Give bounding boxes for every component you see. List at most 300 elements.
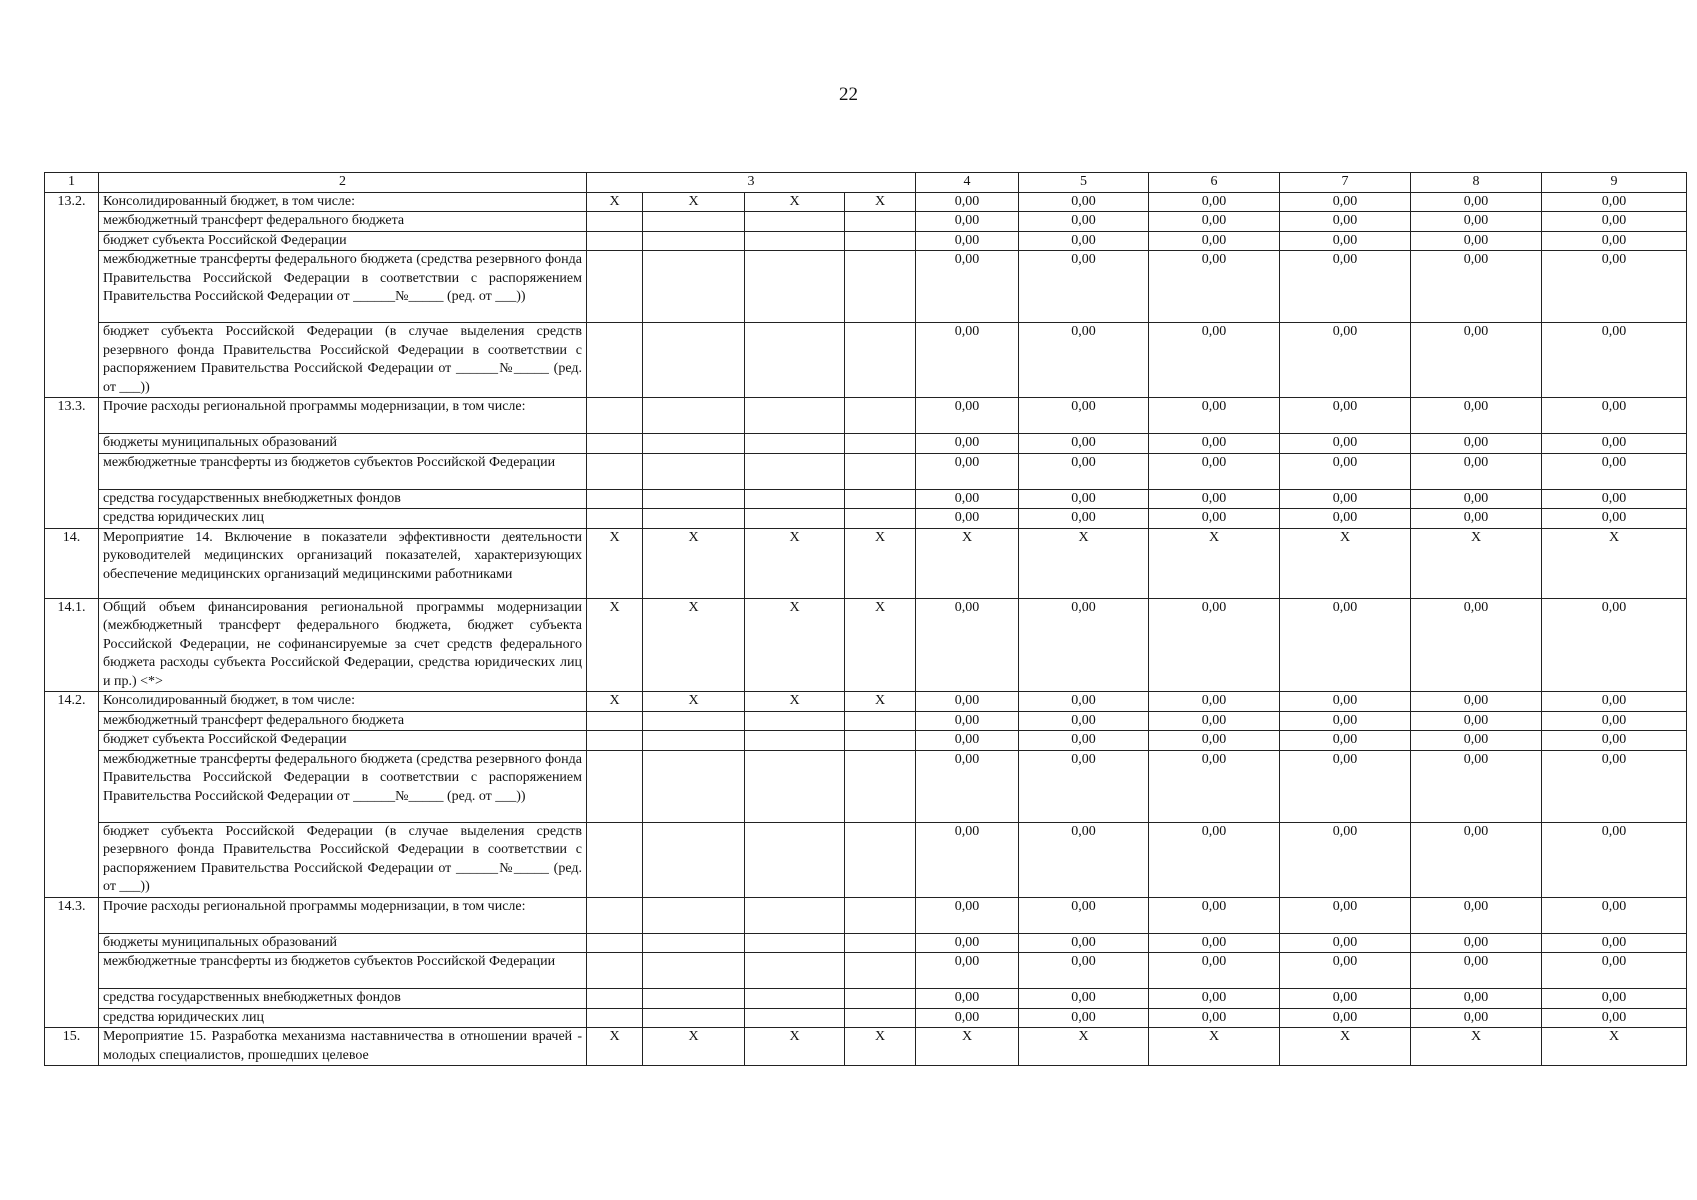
col3-subcell <box>587 933 643 953</box>
row-number-cell <box>45 434 99 454</box>
value-cell: 0,00 <box>916 822 1019 897</box>
col3-subcell <box>587 434 643 454</box>
col3-subcell <box>643 398 745 434</box>
row-description-cell: средства юридических лиц <box>99 509 587 529</box>
value-cell: 0,00 <box>1542 598 1687 692</box>
value-cell: 0,00 <box>1149 398 1280 434</box>
table-row <box>45 251 1687 323</box>
col3-subcell <box>845 897 916 933</box>
row-description-cell: Прочие расходы региональной программы модернизации, в том числе: <box>99 897 587 933</box>
value-cell: 0,00 <box>1019 251 1149 323</box>
value-cell: 0,00 <box>916 323 1019 398</box>
row-number-cell: 14.2. <box>45 692 99 712</box>
col3-subcell <box>587 231 643 251</box>
col3-subcell <box>745 231 845 251</box>
row-number-cell: 14.3. <box>45 897 99 933</box>
value-cell: 0,00 <box>916 251 1019 323</box>
col3-subcell <box>745 989 845 1009</box>
value-cell: 0,00 <box>1019 692 1149 712</box>
value-cell: 0,00 <box>1019 822 1149 897</box>
value-cell: 0,00 <box>1280 434 1411 454</box>
col3-subcell <box>745 1008 845 1028</box>
table-row <box>45 509 1687 529</box>
value-cell: 0,00 <box>1542 989 1687 1009</box>
table-row <box>45 192 1687 212</box>
value-cell: 0,00 <box>1411 750 1542 822</box>
row-description-cell: Консолидированный бюджет, в том числе: <box>99 192 587 212</box>
value-cell: 0,00 <box>1149 212 1280 232</box>
col3-subcell <box>643 953 745 989</box>
value-cell: 0,00 <box>1149 231 1280 251</box>
value-cell: 0,00 <box>916 598 1019 692</box>
value-cell: 0,00 <box>916 731 1019 751</box>
value-cell: 0,00 <box>916 434 1019 454</box>
col3-subcell <box>643 434 745 454</box>
table-row <box>45 231 1687 251</box>
header-cell: 9 <box>1542 173 1687 193</box>
value-cell: X <box>1280 528 1411 598</box>
col3-subcell: X <box>643 1028 745 1066</box>
value-cell: 0,00 <box>1149 933 1280 953</box>
value-cell: 0,00 <box>1149 489 1280 509</box>
row-description-cell: межбюджетный трансферт федерального бюджета <box>99 212 587 232</box>
col3-subcell <box>745 453 845 489</box>
col3-subcell <box>745 750 845 822</box>
value-cell: X <box>1019 1028 1149 1066</box>
value-cell: 0,00 <box>916 212 1019 232</box>
value-cell: 0,00 <box>1019 192 1149 212</box>
value-cell: 0,00 <box>1149 711 1280 731</box>
row-number-cell <box>45 953 99 989</box>
financing-table <box>44 172 1687 1066</box>
col3-subcell <box>845 212 916 232</box>
value-cell: 0,00 <box>1411 251 1542 323</box>
value-cell: 0,00 <box>1280 398 1411 434</box>
table-row <box>45 731 1687 751</box>
table-row <box>45 1028 1687 1066</box>
value-cell: X <box>1411 528 1542 598</box>
value-cell: 0,00 <box>1280 711 1411 731</box>
col3-subcell <box>845 231 916 251</box>
col3-subcell: X <box>587 528 643 598</box>
value-cell: X <box>916 528 1019 598</box>
value-cell: 0,00 <box>1542 953 1687 989</box>
value-cell: 0,00 <box>1411 192 1542 212</box>
value-cell: 0,00 <box>1542 933 1687 953</box>
col3-subcell <box>587 1008 643 1028</box>
value-cell: 0,00 <box>1411 509 1542 529</box>
value-cell: 0,00 <box>1149 192 1280 212</box>
value-cell: 0,00 <box>1280 323 1411 398</box>
col3-subcell <box>643 897 745 933</box>
row-number-cell <box>45 323 99 398</box>
col3-subcell: X <box>745 1028 845 1066</box>
col3-subcell <box>587 989 643 1009</box>
value-cell: 0,00 <box>1411 953 1542 989</box>
table-row <box>45 933 1687 953</box>
col3-subcell: X <box>745 192 845 212</box>
value-cell: 0,00 <box>1280 953 1411 989</box>
value-cell: 0,00 <box>1149 822 1280 897</box>
value-cell: 0,00 <box>1019 953 1149 989</box>
col3-subcell <box>587 897 643 933</box>
value-cell: 0,00 <box>1149 731 1280 751</box>
value-cell: 0,00 <box>1280 192 1411 212</box>
col3-subcell <box>587 212 643 232</box>
table-row <box>45 434 1687 454</box>
value-cell: 0,00 <box>916 750 1019 822</box>
value-cell: 0,00 <box>1019 1008 1149 1028</box>
col3-subcell <box>745 212 845 232</box>
col3-subcell <box>745 933 845 953</box>
row-number-cell: 14. <box>45 528 99 598</box>
value-cell: 0,00 <box>1019 231 1149 251</box>
value-cell: 0,00 <box>1149 323 1280 398</box>
table-row <box>45 822 1687 897</box>
col3-subcell: X <box>587 692 643 712</box>
col3-subcell <box>845 711 916 731</box>
value-cell: 0,00 <box>1019 731 1149 751</box>
col3-subcell <box>845 453 916 489</box>
col3-subcell: X <box>845 1028 916 1066</box>
value-cell: 0,00 <box>1542 231 1687 251</box>
row-description-cell: бюджеты муниципальных образований <box>99 933 587 953</box>
col3-subcell <box>845 953 916 989</box>
col3-subcell <box>745 711 845 731</box>
value-cell: 0,00 <box>1542 509 1687 529</box>
value-cell: 0,00 <box>1019 989 1149 1009</box>
col3-subcell <box>745 434 845 454</box>
col3-subcell <box>745 953 845 989</box>
value-cell: 0,00 <box>1280 251 1411 323</box>
value-cell: 0,00 <box>1542 750 1687 822</box>
col3-subcell: X <box>587 598 643 692</box>
table-row <box>45 1008 1687 1028</box>
col3-subcell <box>643 750 745 822</box>
row-number-cell: 13.2. <box>45 192 99 212</box>
col3-subcell: X <box>587 192 643 212</box>
value-cell: 0,00 <box>1019 323 1149 398</box>
col3-subcell: X <box>845 528 916 598</box>
value-cell: 0,00 <box>1280 933 1411 953</box>
table-row <box>45 897 1687 933</box>
col3-subcell <box>845 509 916 529</box>
value-cell: 0,00 <box>916 897 1019 933</box>
value-cell: 0,00 <box>1542 453 1687 489</box>
col3-subcell: X <box>745 528 845 598</box>
value-cell: 0,00 <box>1280 989 1411 1009</box>
value-cell: X <box>1149 528 1280 598</box>
col3-subcell <box>745 731 845 751</box>
value-cell: 0,00 <box>1411 1008 1542 1028</box>
col3-subcell <box>643 822 745 897</box>
table-row <box>45 453 1687 489</box>
row-number-cell <box>45 489 99 509</box>
value-cell: 0,00 <box>1542 692 1687 712</box>
value-cell: 0,00 <box>1411 933 1542 953</box>
value-cell: 0,00 <box>1411 692 1542 712</box>
row-description-cell: бюджет субъекта Российской Федерации <box>99 731 587 751</box>
value-cell: 0,00 <box>1149 989 1280 1009</box>
row-description-cell: Мероприятие 14. Включение в показатели эффективности деятельности руководителей медицинских организаций показателей, характеризующих обеспечение медицинских организаций медицинскими работниками <box>99 528 587 598</box>
row-description-cell: средства государственных внебюджетных фондов <box>99 489 587 509</box>
value-cell: 0,00 <box>1411 598 1542 692</box>
value-cell: 0,00 <box>916 692 1019 712</box>
value-cell: 0,00 <box>1280 1008 1411 1028</box>
col3-subcell <box>643 489 745 509</box>
table-row <box>45 750 1687 822</box>
col3-subcell <box>845 933 916 953</box>
value-cell: 0,00 <box>1019 212 1149 232</box>
value-cell: 0,00 <box>1149 434 1280 454</box>
col3-subcell: X <box>587 1028 643 1066</box>
value-cell: X <box>1019 528 1149 598</box>
row-number-cell <box>45 989 99 1009</box>
col3-subcell <box>643 933 745 953</box>
col3-subcell <box>845 750 916 822</box>
table-row <box>45 212 1687 232</box>
table-row <box>45 323 1687 398</box>
value-cell: 0,00 <box>1542 212 1687 232</box>
value-cell: 0,00 <box>1542 192 1687 212</box>
value-cell: 0,00 <box>1411 989 1542 1009</box>
value-cell: 0,00 <box>1149 453 1280 489</box>
value-cell: 0,00 <box>1542 398 1687 434</box>
col3-subcell <box>845 434 916 454</box>
value-cell: 0,00 <box>1149 251 1280 323</box>
row-number-cell <box>45 711 99 731</box>
col3-subcell <box>643 453 745 489</box>
col3-subcell <box>643 1008 745 1028</box>
row-number-cell: 13.3. <box>45 398 99 434</box>
table-row <box>45 598 1687 692</box>
col3-subcell <box>587 398 643 434</box>
col3-subcell <box>643 731 745 751</box>
row-description-cell: межбюджетные трансферты из бюджетов субъектов Российской Федерации <box>99 453 587 489</box>
value-cell: 0,00 <box>1280 231 1411 251</box>
row-number-cell <box>45 822 99 897</box>
value-cell: 0,00 <box>1411 489 1542 509</box>
value-cell: 0,00 <box>1019 398 1149 434</box>
col3-subcell <box>587 489 643 509</box>
col3-subcell: X <box>745 598 845 692</box>
value-cell: 0,00 <box>1411 323 1542 398</box>
col3-subcell <box>745 509 845 529</box>
row-description-cell: межбюджетный трансферт федерального бюджета <box>99 711 587 731</box>
col3-subcell <box>845 822 916 897</box>
value-cell: 0,00 <box>916 231 1019 251</box>
value-cell: 0,00 <box>1411 212 1542 232</box>
row-description-cell: бюджет субъекта Российской Федерации <box>99 231 587 251</box>
col3-subcell <box>845 731 916 751</box>
value-cell: 0,00 <box>1280 489 1411 509</box>
value-cell: 0,00 <box>1280 212 1411 232</box>
header-cell: 1 <box>45 173 99 193</box>
col3-subcell <box>587 251 643 323</box>
col3-subcell <box>745 897 845 933</box>
col3-subcell <box>745 489 845 509</box>
value-cell: 0,00 <box>1542 1008 1687 1028</box>
value-cell: 0,00 <box>1411 731 1542 751</box>
value-cell: 0,00 <box>1411 711 1542 731</box>
value-cell: 0,00 <box>1149 598 1280 692</box>
value-cell: 0,00 <box>1542 822 1687 897</box>
value-cell: 0,00 <box>1280 731 1411 751</box>
value-cell: 0,00 <box>1019 453 1149 489</box>
value-cell: 0,00 <box>1411 434 1542 454</box>
col3-subcell: X <box>845 598 916 692</box>
value-cell: 0,00 <box>1019 897 1149 933</box>
value-cell: 0,00 <box>1411 398 1542 434</box>
value-cell: 0,00 <box>1542 434 1687 454</box>
value-cell: 0,00 <box>1149 953 1280 989</box>
value-cell: 0,00 <box>916 711 1019 731</box>
value-cell: 0,00 <box>1542 731 1687 751</box>
row-number-cell <box>45 750 99 822</box>
row-description-cell: средства государственных внебюджетных фондов <box>99 989 587 1009</box>
value-cell: 0,00 <box>916 509 1019 529</box>
col3-subcell <box>745 251 845 323</box>
value-cell: 0,00 <box>1280 598 1411 692</box>
col3-subcell <box>845 251 916 323</box>
value-cell: 0,00 <box>1019 750 1149 822</box>
col3-subcell: X <box>643 528 745 598</box>
col3-subcell: X <box>643 692 745 712</box>
row-description-cell: бюджет субъекта Российской Федерации (в случае выделения средств резервного фонда Правительства Российской Федерации в соответствии с распоряжением Правительства Российской Федерации от ______№_____ (ред. от ___)) <box>99 323 587 398</box>
value-cell: 0,00 <box>1019 598 1149 692</box>
col3-subcell <box>845 398 916 434</box>
col3-subcell <box>587 822 643 897</box>
row-number-cell <box>45 933 99 953</box>
row-number-cell <box>45 1008 99 1028</box>
value-cell: 0,00 <box>1542 711 1687 731</box>
row-description-cell: межбюджетные трансферты федерального бюджета (средства резервного фонда Правительства Российской Федерации в соответствии с распоряжением Правительства Российской Федерации от ______№_____ (ред. от ___)) <box>99 750 587 822</box>
value-cell: 0,00 <box>1149 1008 1280 1028</box>
row-number-cell <box>45 212 99 232</box>
page-number: 22 <box>839 84 858 105</box>
row-number-cell <box>45 231 99 251</box>
value-cell: 0,00 <box>1411 453 1542 489</box>
row-number-cell <box>45 251 99 323</box>
col3-subcell: X <box>643 598 745 692</box>
col3-subcell <box>643 711 745 731</box>
value-cell: 0,00 <box>916 398 1019 434</box>
table-row <box>45 953 1687 989</box>
value-cell: 0,00 <box>916 989 1019 1009</box>
row-description-cell: межбюджетные трансферты федерального бюджета (средства резервного фонда Правительства Российской Федерации в соответствии с распоряжением Правительства Российской Федерации от ______№_____ (ред. от ___)) <box>99 251 587 323</box>
value-cell: 0,00 <box>1280 692 1411 712</box>
value-cell: 0,00 <box>1542 897 1687 933</box>
table-row <box>45 528 1687 598</box>
value-cell: 0,00 <box>1149 509 1280 529</box>
header-cell: 8 <box>1411 173 1542 193</box>
value-cell: X <box>1280 1028 1411 1066</box>
header-cell: 5 <box>1019 173 1149 193</box>
col3-subcell <box>643 323 745 398</box>
col3-subcell <box>845 323 916 398</box>
value-cell: 0,00 <box>1280 750 1411 822</box>
row-number-cell <box>45 509 99 529</box>
col3-subcell <box>587 453 643 489</box>
header-cell: 3 <box>587 173 916 193</box>
row-description-cell: межбюджетные трансферты из бюджетов субъектов Российской Федерации <box>99 953 587 989</box>
value-cell: 0,00 <box>1280 822 1411 897</box>
value-cell: 0,00 <box>1280 509 1411 529</box>
col3-subcell: X <box>845 692 916 712</box>
table-row <box>45 489 1687 509</box>
value-cell: 0,00 <box>916 953 1019 989</box>
row-description-cell: бюджеты муниципальных образований <box>99 434 587 454</box>
row-description-cell: средства юридических лиц <box>99 1008 587 1028</box>
value-cell: 0,00 <box>1411 231 1542 251</box>
header-cell: 7 <box>1280 173 1411 193</box>
value-cell: 0,00 <box>1542 323 1687 398</box>
value-cell: 0,00 <box>916 489 1019 509</box>
table-header-row <box>45 173 1687 193</box>
row-description-cell: Мероприятие 15. Разработка механизма наставничества в отношении врачей - молодых специалистов, прошедших целевое <box>99 1028 587 1066</box>
table-row <box>45 989 1687 1009</box>
table-row <box>45 398 1687 434</box>
value-cell: 0,00 <box>1019 711 1149 731</box>
header-cell: 6 <box>1149 173 1280 193</box>
row-description-cell: Консолидированный бюджет, в том числе: <box>99 692 587 712</box>
col3-subcell <box>587 953 643 989</box>
value-cell: X <box>1411 1028 1542 1066</box>
header-cell: 2 <box>99 173 587 193</box>
col3-subcell <box>587 750 643 822</box>
col3-subcell <box>643 509 745 529</box>
col3-subcell <box>643 212 745 232</box>
row-description-cell: бюджет субъекта Российской Федерации (в случае выделения средств резервного фонда Правительства Российской Федерации в соответствии с распоряжением Правительства Российской Федерации от ______№_____ (ред. от ___)) <box>99 822 587 897</box>
col3-subcell <box>643 989 745 1009</box>
value-cell: X <box>916 1028 1019 1066</box>
value-cell: 0,00 <box>1149 692 1280 712</box>
value-cell: 0,00 <box>916 933 1019 953</box>
row-number-cell: 15. <box>45 1028 99 1066</box>
row-description-cell: Прочие расходы региональной программы модернизации, в том числе: <box>99 398 587 434</box>
value-cell: 0,00 <box>916 453 1019 489</box>
value-cell: 0,00 <box>1411 822 1542 897</box>
value-cell: X <box>1542 528 1687 598</box>
col3-subcell <box>845 989 916 1009</box>
col3-subcell: X <box>845 192 916 212</box>
col3-subcell <box>587 711 643 731</box>
value-cell: 0,00 <box>1280 453 1411 489</box>
value-cell: 0,00 <box>1019 933 1149 953</box>
row-number-cell: 14.1. <box>45 598 99 692</box>
table-row <box>45 692 1687 712</box>
col3-subcell <box>845 1008 916 1028</box>
col3-subcell <box>587 509 643 529</box>
value-cell: 0,00 <box>1542 251 1687 323</box>
col3-subcell <box>745 398 845 434</box>
value-cell: X <box>1542 1028 1687 1066</box>
value-cell: 0,00 <box>916 192 1019 212</box>
value-cell: 0,00 <box>1019 509 1149 529</box>
value-cell: 0,00 <box>1149 750 1280 822</box>
col3-subcell <box>643 231 745 251</box>
value-cell: 0,00 <box>1149 897 1280 933</box>
row-number-cell <box>45 731 99 751</box>
value-cell: 0,00 <box>916 1008 1019 1028</box>
col3-subcell <box>587 731 643 751</box>
col3-subcell <box>587 323 643 398</box>
value-cell: X <box>1149 1028 1280 1066</box>
value-cell: 0,00 <box>1411 897 1542 933</box>
col3-subcell <box>845 489 916 509</box>
col3-subcell: X <box>643 192 745 212</box>
value-cell: 0,00 <box>1019 434 1149 454</box>
